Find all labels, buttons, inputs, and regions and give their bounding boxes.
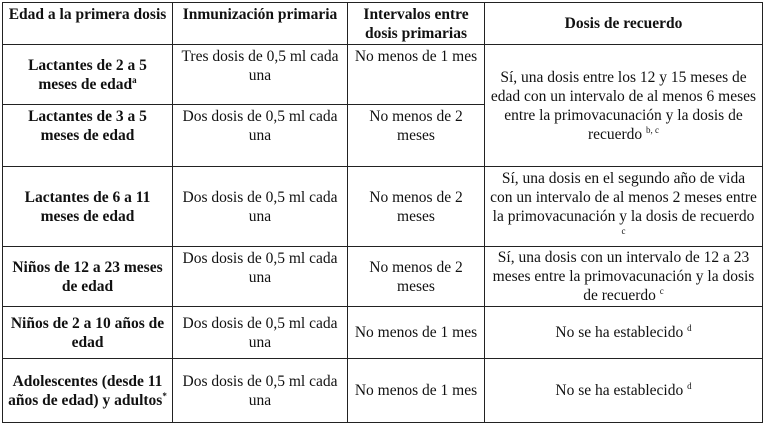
age-cell: Niños de 12 a 23 meses de edad [3, 247, 173, 307]
primary-cell: Dos dosis de 0,5 ml cada una [173, 359, 348, 423]
interval-cell: No menos de 1 mes [348, 307, 485, 359]
interval-cell: No menos de 2 meses [348, 167, 485, 247]
table-row [3, 167, 763, 247]
table-row [3, 359, 763, 423]
primary-cell: Dos dosis de 0,5 ml cada una [173, 307, 348, 359]
age-cell: Lactantes de 6 a 11 meses de edad [3, 167, 173, 247]
age-text: Lactantes de 2 a 5 meses de edad [28, 56, 147, 93]
booster-cell [485, 307, 763, 359]
booster-cell [485, 167, 763, 247]
booster-text: Sí, una dosis en el segundo año de vida con un intervalo de al menos 2 meses entre la primovacunación y la dosis de recuerdo [490, 169, 757, 225]
booster-footnote: c [621, 225, 626, 236]
age-cell [3, 359, 173, 423]
age-text: Adolescentes (desde 11 años de edad) y adultos [8, 372, 163, 409]
booster-footnote: b, c [646, 124, 660, 135]
booster-cell-merged [485, 45, 763, 167]
interval-cell: No menos de 1 mes [348, 45, 485, 105]
booster-text: No se ha establecido [555, 324, 684, 341]
interval-cell: No menos de 2 meses [348, 105, 485, 167]
table-row [3, 247, 763, 307]
booster-text: Sí, una dosis con un intervalo de 12 a 23 meses entre la primovacunación y la dosis de recuerdo [492, 249, 755, 304]
booster-text: Sí, una dosis entre los 12 y 15 meses de edad con un intervalo de al menos 6 meses entre la primovacunación y la dosis de recuerdo [490, 68, 757, 143]
primary-cell: Dos dosis de 0,5 ml cada una [173, 105, 348, 167]
age-footnote: a [132, 74, 137, 85]
interval-cell: No menos de 2 meses [348, 247, 485, 307]
table-row [3, 45, 763, 105]
header-age: Edad a la primera dosis [3, 3, 173, 45]
booster-cell [485, 247, 763, 307]
primary-cell: Tres dosis de 0,5 ml cada una [173, 45, 348, 105]
booster-footnote: d [687, 322, 692, 333]
header-interval: Intervalos entre dosis primarias [348, 3, 485, 45]
dosing-table [2, 2, 763, 423]
age-cell: Lactantes de 3 a 5 meses de edad [3, 105, 173, 167]
header-primary: Inmunización primaria [173, 3, 348, 45]
primary-cell: Dos dosis de 0,5 ml cada una [173, 167, 348, 247]
header-booster: Dosis de recuerdo [485, 3, 763, 45]
header-row [3, 3, 763, 45]
age-cell: Niños de 2 a 10 años de edad [3, 307, 173, 359]
age-cell [3, 45, 173, 105]
booster-text: No se ha establecido [555, 382, 684, 399]
table-row [3, 307, 763, 359]
booster-footnote: d [687, 380, 692, 391]
booster-footnote: c [659, 285, 664, 296]
booster-cell [485, 359, 763, 423]
interval-cell: No menos de 1 mes [348, 359, 485, 423]
primary-cell: Dos dosis de 0,5 ml cada una [173, 247, 348, 307]
age-footnote: * [162, 390, 167, 401]
